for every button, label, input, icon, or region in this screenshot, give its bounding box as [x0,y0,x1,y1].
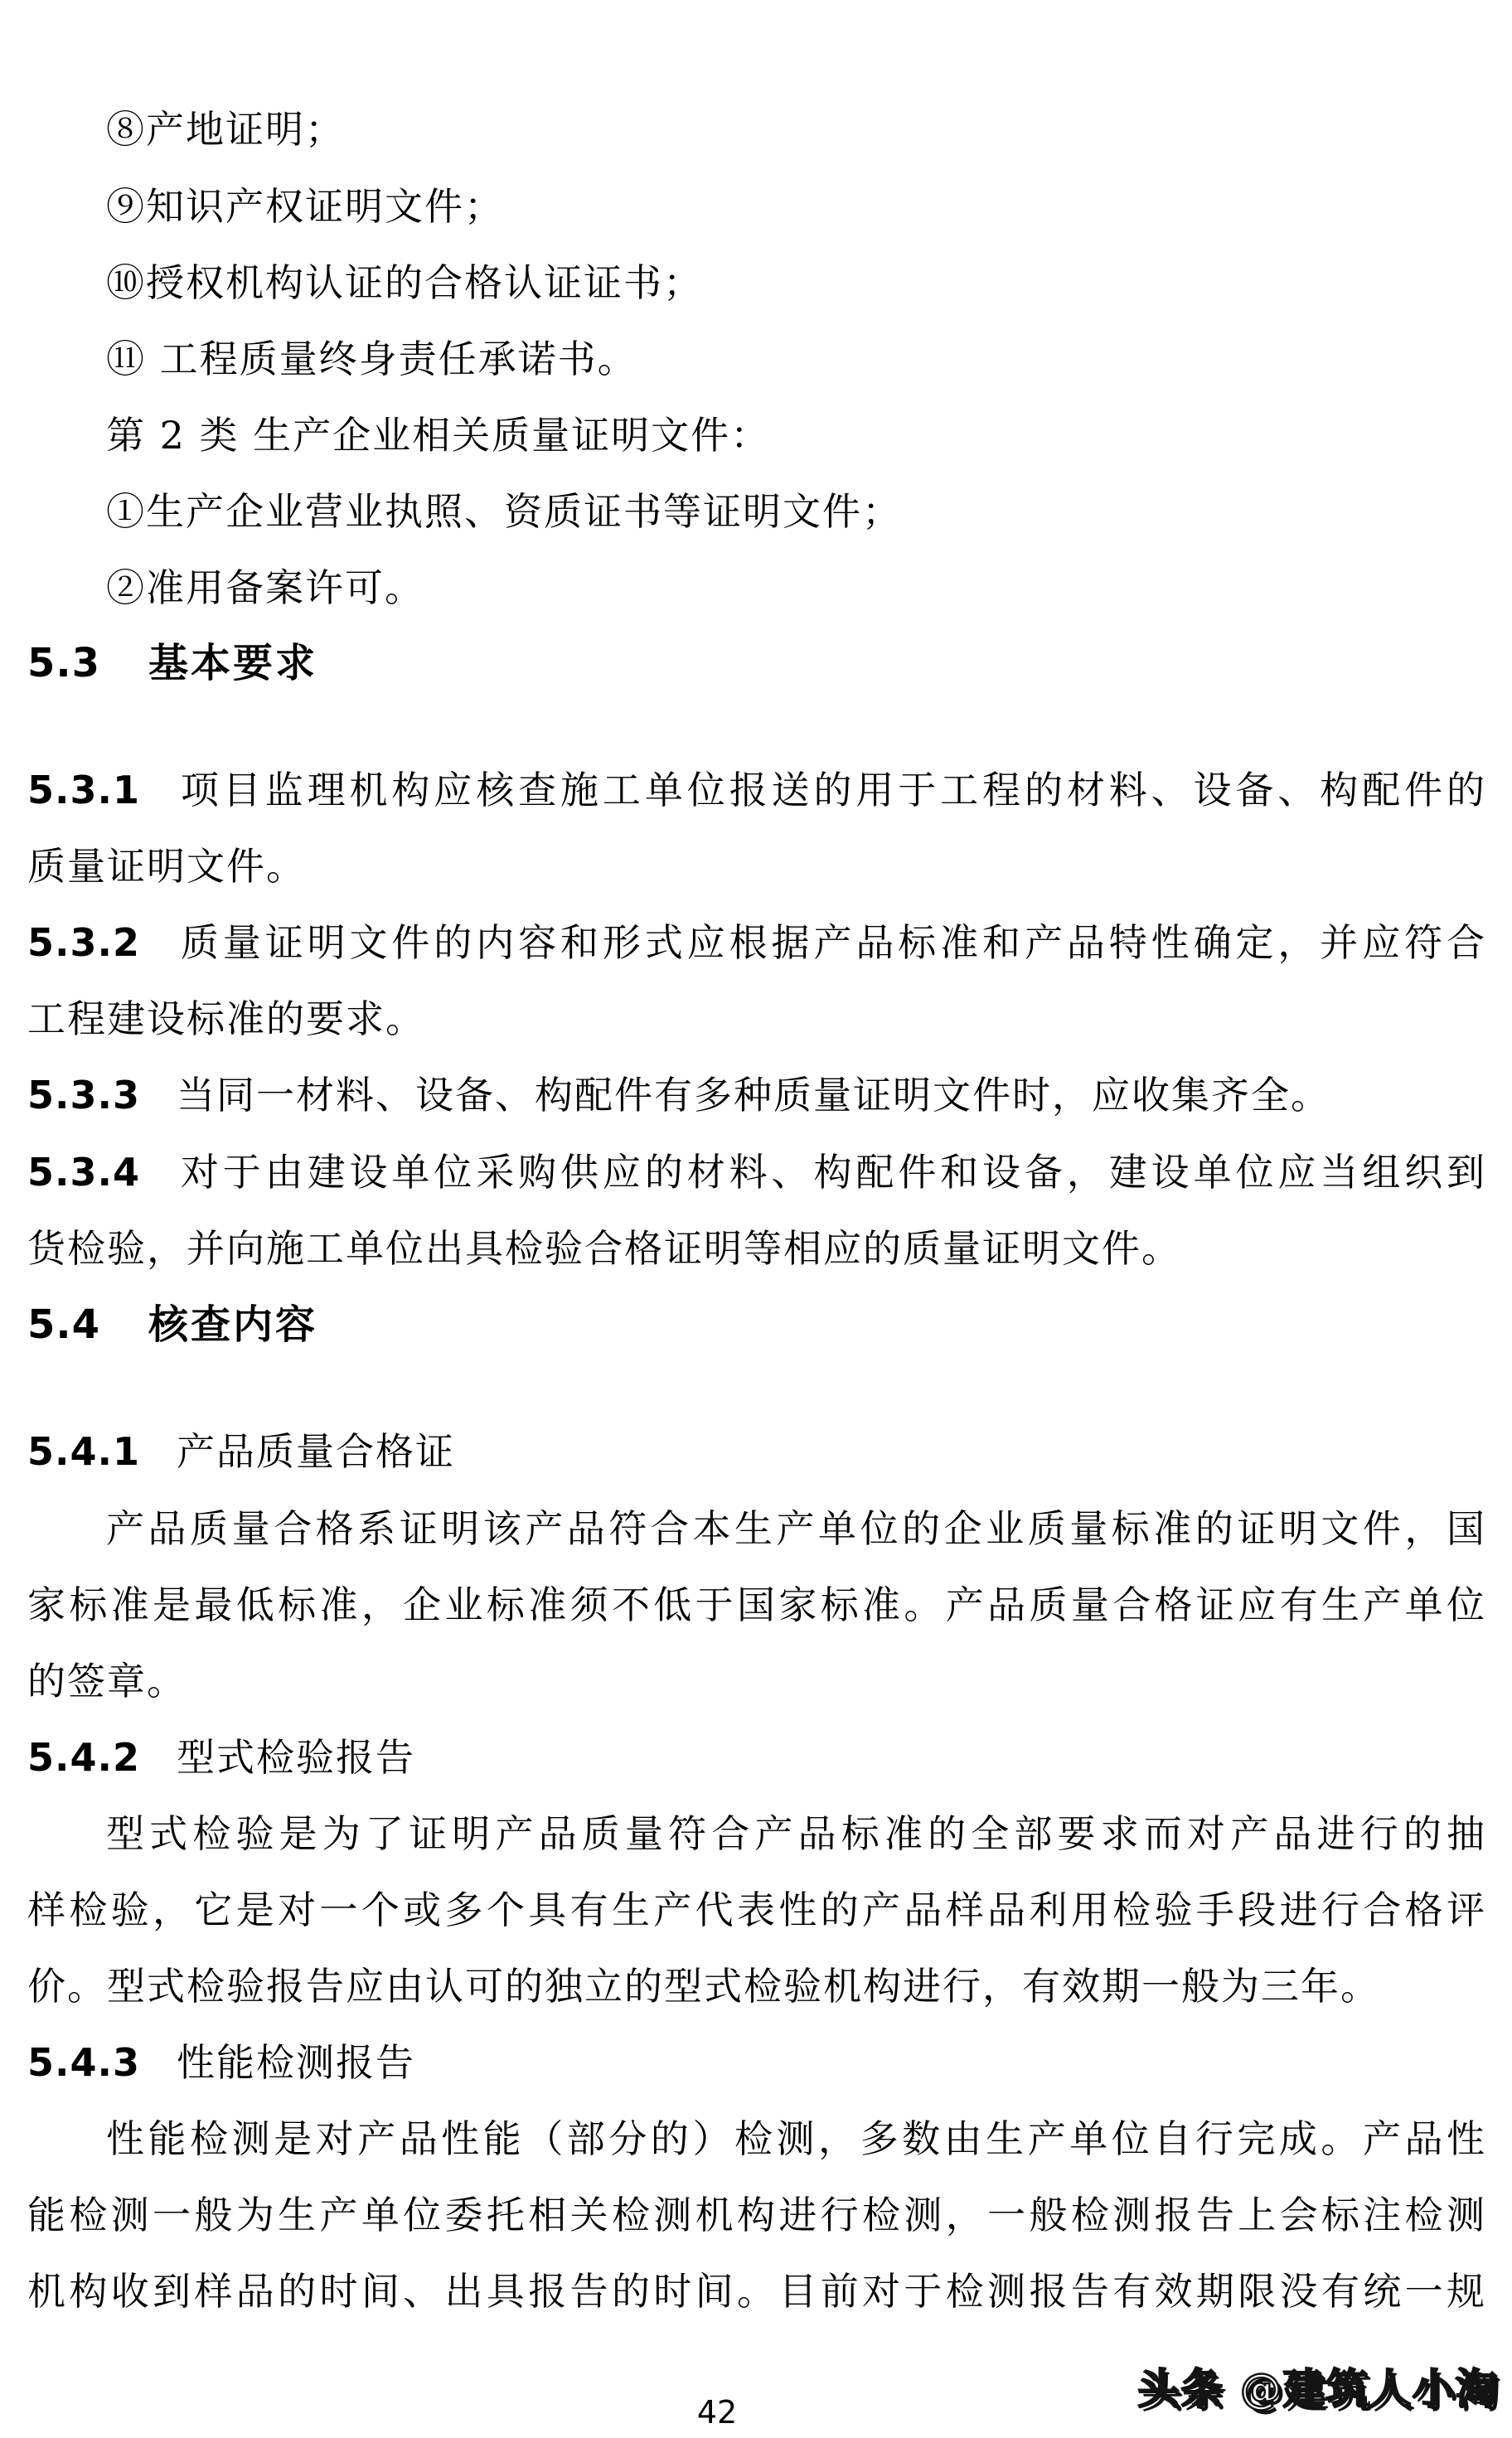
text-line [27,1428,455,1475]
line-text: 对于由建设单位采购供应的材料、构配件和设备，建设单位应当组织到 [176,1150,1485,1195]
line-text: 第 2 类 生产企业相关质量证明文件： [106,413,771,458]
line-text: ⑩授权机构认证的合格认证证书； [106,260,703,305]
text-line [106,259,703,306]
line-text: ①生产企业营业执照、资质证书等证明文件； [106,489,902,534]
line-text: 质量证明文件的内容和形式应根据产品标准和产品特性确定，并应符合 [176,920,1485,965]
clause-number: 5.3 [27,640,101,686]
line-text: 能检测一般为生产单位委托相关检测机构进行检测，一般检测报告上会标注检测 [27,2193,1485,2237]
line-text: ⑨知识产权证明文件； [106,184,504,229]
line-text: 家标准是最低标准，企业标准须不低于国家标准。产品质量合格证应有生产单位 [27,1583,1485,1627]
line-text: 项目监理机构应核查施工单位报送的用于工程的材料、设备、构配件的 [176,768,1485,812]
text-line [106,488,902,535]
text-line [27,996,425,1042]
text-line [27,2192,1485,2238]
line-text: 型式检验是为了证明产品质量符合产品标准的全部要求而对产品进行的抽 [106,1811,1485,1856]
text-line [27,1225,1181,1272]
line-text: ⑧产地证明； [106,107,345,152]
text-line [27,919,1485,966]
text-line [27,1582,1485,1628]
text-line [27,1963,1380,2009]
line-text: 的签章。 [27,1659,187,1704]
clause-number: 5.3.2 [27,920,140,965]
line-text: 核查内容 [148,1301,318,1348]
clause-number: 5.4.2 [27,1735,140,1780]
text-line [106,2116,1485,2162]
text-line [27,1734,415,1781]
line-text: 当同一材料、设备、构配件有多种质量证明文件时，应收集齐全。 [176,1073,1330,1117]
section-heading [27,1301,317,1348]
line-text: 价。型式检验报告应由认可的独立的型式检验机构进行，有效期一般为三年。 [27,1964,1380,2009]
line-text: 货检验，并向施工单位出具检验合格证明等相应的质量证明文件。 [27,1226,1181,1271]
text-line [27,767,1485,813]
text-line [27,1072,1330,1118]
text-line [106,183,504,230]
line-text: 质量证明文件。 [27,844,306,889]
text-line [106,565,424,611]
text-line [106,106,345,153]
line-text: ⑪ 工程质量终身责任承诺书。 [106,337,637,381]
line-text: 型式检验报告 [176,1735,415,1780]
line-text: 基本要求 [148,640,318,686]
line-text: 性能检测报告 [176,2040,415,2085]
line-text: 工程建设标准的要求。 [27,996,425,1041]
clause-number: 5.4.3 [27,2040,140,2085]
line-text: 产品质量合格证 [176,1429,455,1474]
section-heading [27,640,317,686]
watermark: 头条 @建筑人小淘 [1137,2365,1499,2413]
text-line [106,336,637,382]
text-line [106,412,770,458]
text-line [106,1810,1485,1857]
text-line [27,843,306,889]
line-text: 样检验，它是对一个或多个具有生产代表性的产品样品利用检验手段进行合格评 [27,1888,1485,1932]
page-number: 42 [696,2394,738,2431]
text-line [27,1658,187,1704]
text-line [27,1887,1485,1933]
line-text: 机构收到样品的时间、出具报告的时间。目前对于检测报告有效期限没有统一规 [27,2269,1485,2314]
clause-number: 5.4 [27,1301,101,1348]
clause-number: 5.3.1 [27,768,140,812]
text-line [27,2039,415,2086]
line-text: 性能检测是对产品性能（部分的）检测，多数由生产单位自行完成。产品性 [106,2116,1485,2161]
text-line [27,1149,1485,1195]
text-line [106,1505,1485,1552]
clause-number: 5.4.1 [27,1429,140,1474]
line-text: 产品质量合格系证明该产品符合本生产单位的企业质量标准的证明文件，国 [106,1506,1485,1551]
line-text: ②准用备案许可。 [106,565,424,610]
text-line [27,2268,1485,2314]
clause-number: 5.3.4 [27,1150,140,1195]
clause-number: 5.3.3 [27,1073,140,1117]
